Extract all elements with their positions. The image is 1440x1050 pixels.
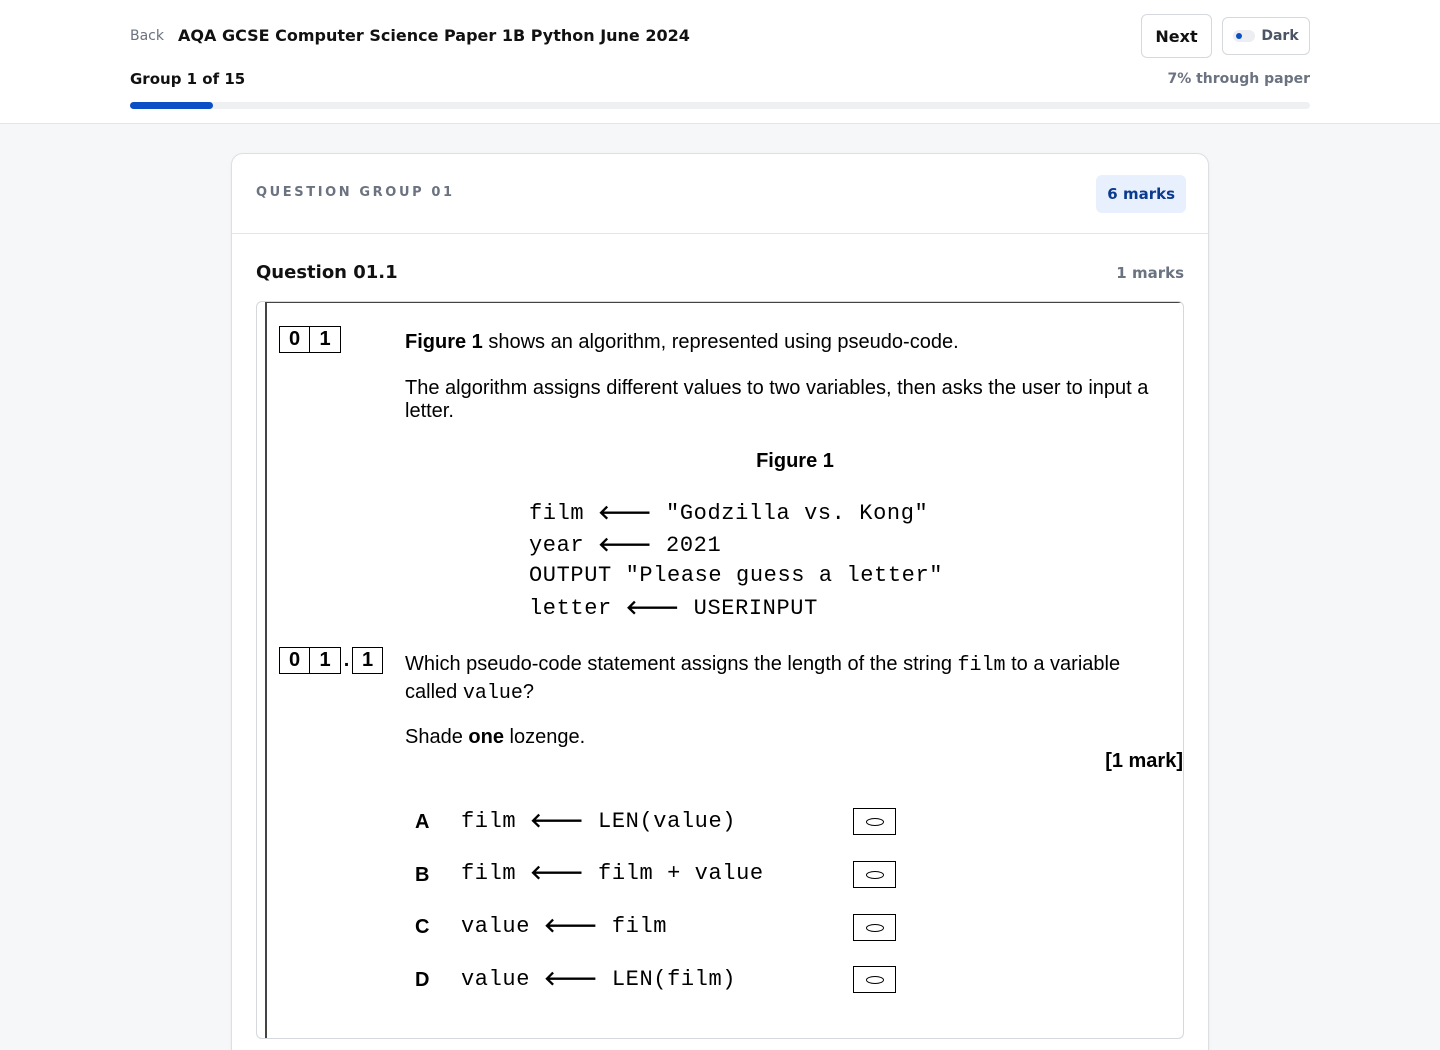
intro-text-2: The algorithm assigns different values to two variables, then asks the user to input a letter.: [405, 377, 1149, 422]
top-bar: [0, 0, 1440, 124]
paper-top-rule: [265, 302, 1184, 303]
progress-text: 7% through paper: [1167, 71, 1310, 87]
intro-text: Figure 1 shows an algorithm, represented using pseudo-code.: [405, 331, 959, 353]
question-title: Question 01.1: [256, 262, 398, 283]
code-line: year 🡐 2021: [529, 532, 722, 558]
figure-title: Figure 1: [756, 450, 834, 472]
assign-arrow-icon: 🡐: [543, 913, 599, 937]
option-letter: A: [415, 811, 430, 833]
code-line: letter 🡐 USERINPUT: [529, 595, 818, 621]
assign-arrow-icon: 🡐: [543, 966, 599, 990]
dark-mode-toggle[interactable]: [1222, 17, 1310, 55]
shade-instruction: Shade one lozenge.: [405, 726, 586, 748]
mark-allocation: [1 mark]: [1105, 750, 1183, 772]
code-line: film 🡐 "Godzilla vs. Kong": [529, 500, 929, 526]
group-marks-badge: 6 marks: [1096, 175, 1186, 213]
progress-bar-fill: [130, 102, 213, 109]
option-code: film 🡐 film + value: [461, 860, 764, 886]
back-link[interactable]: Back: [130, 28, 164, 44]
group-counter: Group 1 of 15: [130, 70, 246, 88]
paper-title: AQA GCSE Computer Science Paper 1B Python June 2024: [178, 26, 690, 45]
exam-paper-image: [256, 301, 1184, 1039]
option-code: film 🡐 LEN(value): [461, 808, 737, 834]
option-code: value 🡐 LEN(film): [461, 966, 737, 992]
toggle-switch-icon: [1233, 30, 1255, 42]
option-code: value 🡐 film: [461, 913, 668, 939]
lozenge-icon: [866, 976, 884, 984]
next-button[interactable]: Next: [1141, 14, 1212, 58]
assign-arrow-icon: 🡐: [625, 595, 680, 619]
dark-mode-label: Dark: [1261, 28, 1299, 44]
progress-bar: [130, 102, 1310, 109]
option-letter: D: [415, 969, 430, 991]
option-letter: C: [415, 916, 430, 938]
question-text: Which pseudo-code statement assigns the length of the string film to a variable called value?: [405, 653, 1121, 705]
question-marks: 1 marks: [1116, 264, 1184, 282]
question-card: [231, 153, 1209, 1050]
subquestion-number-box: 0 1 . 1: [279, 647, 383, 674]
lozenge-icon: [866, 818, 884, 826]
option-lozenge-b[interactable]: [853, 861, 896, 888]
option-letter: B: [415, 864, 430, 886]
assign-arrow-icon: 🡐: [530, 860, 585, 884]
card-header: [232, 154, 1209, 234]
option-lozenge-d[interactable]: [853, 966, 896, 993]
lozenge-icon: [866, 924, 884, 932]
question-number-box: 0 1: [279, 326, 341, 353]
option-lozenge-c[interactable]: [853, 914, 896, 941]
lozenge-icon: [866, 871, 884, 879]
assign-arrow-icon: 🡐: [530, 808, 585, 832]
question-group-heading: QUESTION GROUP 01: [256, 185, 455, 200]
paper-margin-rule: [265, 302, 267, 1039]
assign-arrow-icon: 🡐: [598, 500, 653, 524]
assign-arrow-icon: 🡐: [598, 532, 653, 556]
option-lozenge-a[interactable]: [853, 808, 896, 835]
code-line: OUTPUT "Please guess a letter": [529, 563, 944, 588]
